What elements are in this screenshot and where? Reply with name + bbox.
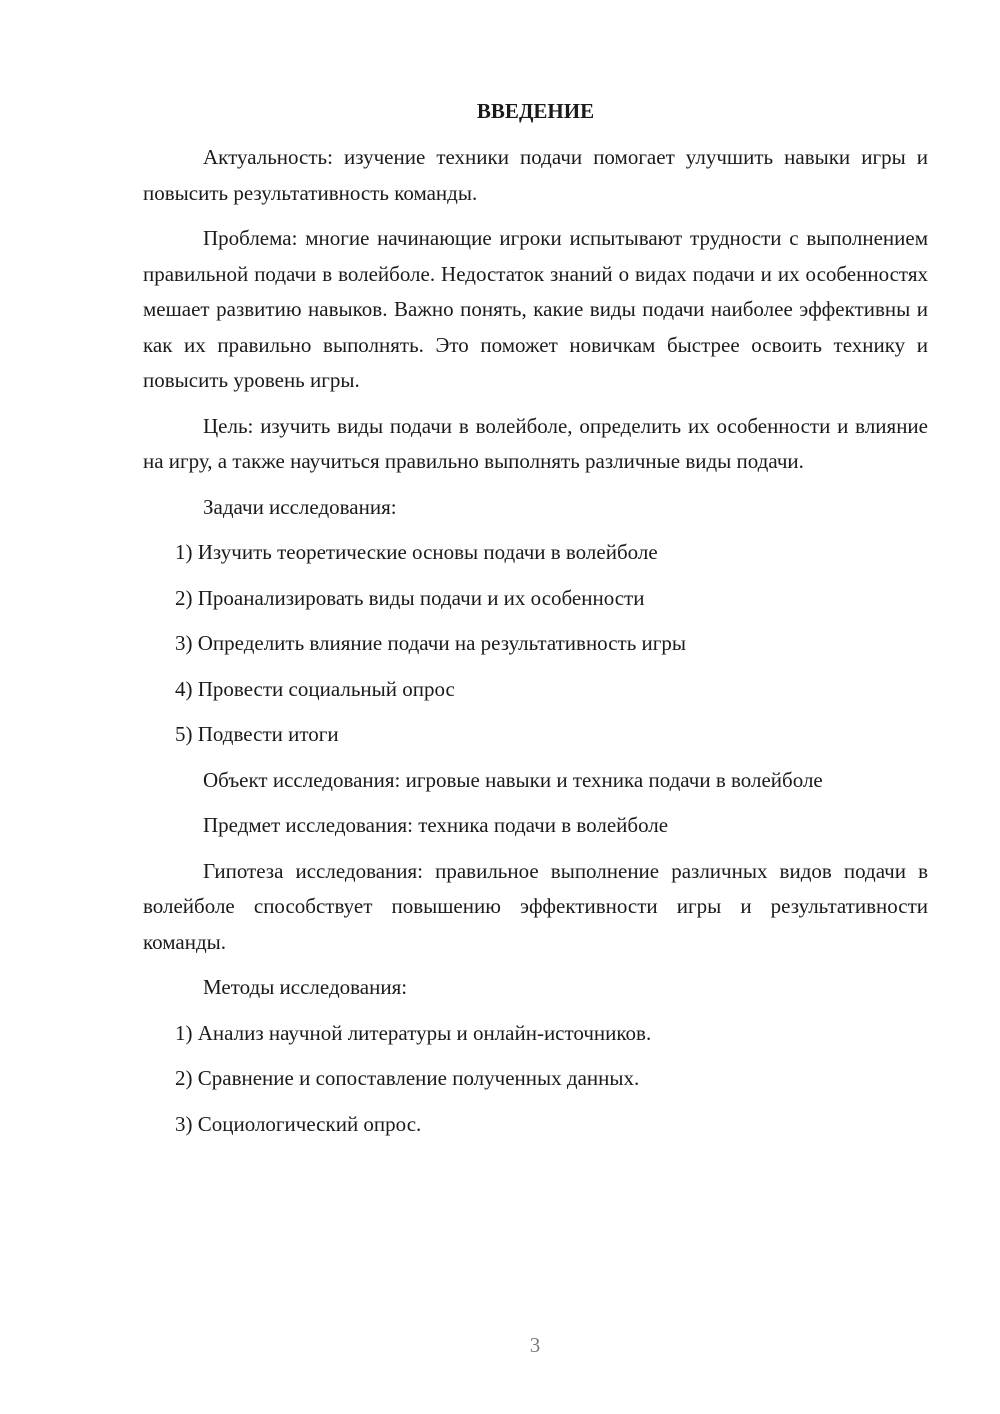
methods-heading: Методы исследования: xyxy=(203,975,408,999)
task-item: 1) Изучить теоретические основы подачи в волейболе xyxy=(175,540,658,564)
page-number: 3 xyxy=(529,1333,541,1357)
task-item: 2) Проанализировать виды подачи и их особенности xyxy=(175,585,645,610)
task-item: 4) Провести социальный опрос xyxy=(175,676,455,701)
hypothesis-paragraph: Гипотеза исследования: правильное выполнение различных видов подачи в волейболе способствует повышению эффективности игры и результативности команды. xyxy=(143,858,928,954)
tasks-heading: Задачи исследования: xyxy=(203,494,397,519)
page-title: ВВЕДЕНИЕ xyxy=(476,99,595,123)
object-paragraph: Объект исследования: игровые навыки и техника подачи в волейболе xyxy=(203,767,823,792)
task-item: 3) Определить влияние подачи на результативность игры xyxy=(175,631,686,655)
task-item: 5) Подвести итоги xyxy=(175,722,339,746)
document-page xyxy=(143,96,928,1152)
subject-paragraph: Предмет исследования: техника подачи в волейболе xyxy=(203,813,669,837)
problem-paragraph: Проблема: многие начинающие игроки испытывают трудности с выполнением правильной подачи в волейболе. Недостаток знаний о видах подачи и их особенностях мешает развитию навыков. Важно понять, какие виды подачи наиболее эффективны и как их правильно выполнять. Это поможет новичкам быстрее освоить технику и повысить уровень игры. xyxy=(143,226,928,392)
method-item: 2) Сравнение и сопоставление полученных данных. xyxy=(175,1066,640,1090)
method-item: 1) Анализ научной литературы и онлайн-источников. xyxy=(175,1020,652,1045)
method-item: 3) Социологический опрос. xyxy=(175,1111,422,1136)
goal-paragraph: Цель: изучить виды подачи в волейболе, определить их особенности и влияние на игру, а также научиться правильно выполнять различные виды подачи. xyxy=(143,413,928,473)
relevance-paragraph: Актуальность: изучение техники подачи помогает улучшить навыки игры и повысить результативность команды. xyxy=(143,145,928,205)
